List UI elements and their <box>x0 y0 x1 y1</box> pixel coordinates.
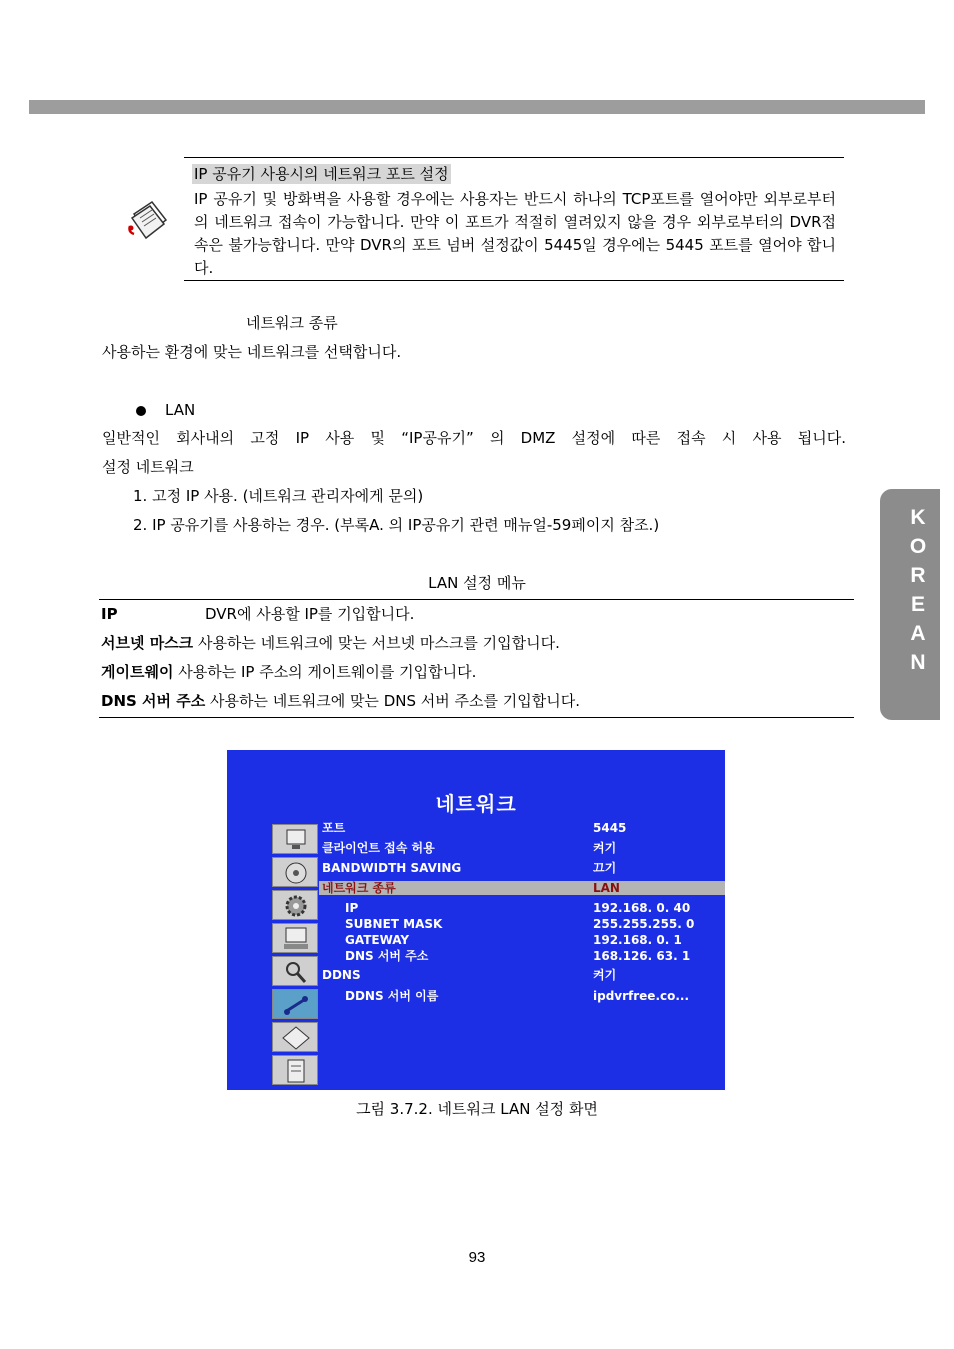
note-title: IP 공유기 사용시의 네트워크 포트 설정 <box>194 165 449 183</box>
setting-label[interactable]: 포트 <box>322 821 346 835</box>
setting-value[interactable]: 켜기 <box>593 968 617 982</box>
term-description: 사용하는 네트워크에 맞는 DNS 서버 주소를 기입합니다. <box>210 692 580 710</box>
setting-label[interactable]: DNS 서버 주소 <box>345 949 429 963</box>
memo-note-icon <box>126 196 170 240</box>
setting-label[interactable]: DDNS <box>322 968 361 982</box>
dvr-network-screen <box>227 750 725 1090</box>
setting-label[interactable]: SUBNET MASK <box>345 917 443 931</box>
network-type-description: 사용하는 환경에 맞는 네트워크를 선택합니다. <box>102 343 402 361</box>
lan-label: LAN <box>165 401 196 419</box>
term-description: DVR에 사용할 IP를 기입합니다. <box>205 605 415 623</box>
setting-value[interactable]: 255.255.255. 0 <box>593 917 695 931</box>
gear-icon[interactable] <box>272 890 318 920</box>
setting-value[interactable]: ipdvrfree.co... <box>593 989 690 1003</box>
table-row <box>101 633 560 653</box>
table-row <box>101 691 580 711</box>
list-item: 2. IP 공유기를 사용하는 경우. (부록A. 의 IP공유기 관련 매뉴얼-59페이지 참조.) <box>133 516 660 534</box>
lan-description: 일반적인 회사내의 고정 IP 사용 및 “IP공유기” 의 DMZ 설정에 따른 접속 시 사용 됩니다. <box>102 429 846 447</box>
table-row <box>101 662 476 682</box>
setting-label[interactable]: 클라이언트 접속 허용 <box>322 841 435 855</box>
term-description: 사용하는 IP 주소의 게이트웨이를 기입합니다. <box>178 663 477 681</box>
setting-value[interactable]: 5445 <box>593 821 627 835</box>
tab-letter: A <box>910 622 926 645</box>
document-icon[interactable] <box>272 1055 318 1085</box>
korean-side-tab <box>880 489 940 720</box>
term-ip: IP <box>101 605 118 623</box>
lan-menu-table <box>99 599 854 718</box>
disc-icon[interactable] <box>272 857 318 887</box>
tab-letter: E <box>910 593 925 616</box>
computer-icon[interactable] <box>272 923 318 953</box>
setting-network-label: 설정 네트워크 <box>102 458 194 476</box>
network-type-heading: 네트워크 종류 <box>246 314 338 332</box>
setting-label[interactable]: DDNS 서버 이름 <box>345 989 439 1003</box>
setting-label[interactable]: GATEWAY <box>345 933 410 947</box>
monitor-icon[interactable] <box>272 824 318 854</box>
term-subnet-mask: 서브넷 마스크 <box>101 634 194 652</box>
setting-label[interactable]: IP <box>345 901 359 915</box>
screen-title: 네트워크 <box>435 792 517 816</box>
lan-menu-title: LAN 설정 메뉴 <box>428 574 526 592</box>
term-dns: DNS 서버 주소 <box>101 692 206 710</box>
figure-caption: 그림 3.7.2. 네트워크 LAN 설정 화면 <box>356 1100 598 1118</box>
setting-value[interactable]: 192.168. 0. 40 <box>593 901 691 915</box>
diamond-icon[interactable] <box>272 1022 318 1052</box>
table-row <box>101 604 415 624</box>
setting-value[interactable]: 168.126. 63. 1 <box>593 949 691 963</box>
term-description: 사용하는 네트워크에 맞는 서브넷 마스크를 기입합니다. <box>197 634 560 652</box>
note-box <box>184 157 844 281</box>
tab-letter: O <box>909 535 927 558</box>
search-icon[interactable] <box>272 956 318 986</box>
tab-letter: K <box>910 506 926 529</box>
page-number: 93 <box>468 1249 486 1266</box>
list-item: 1. 고정 IP 사용. (네트워크 관리자에게 문의) <box>133 487 424 505</box>
network-icon[interactable] <box>272 989 318 1019</box>
setting-label[interactable]: BANDWIDTH SAVING <box>322 861 462 875</box>
bullet-icon <box>136 406 146 416</box>
setting-label-selected[interactable]: 네트워크 종류 <box>322 881 396 895</box>
setting-value[interactable]: 192.168. 0. 1 <box>593 933 682 947</box>
setting-value-selected[interactable]: LAN <box>593 881 620 895</box>
note-body: IP 공유기 및 방화벽을 사용할 경우에는 사용자는 반드시 하나의 TCP포트를 열어야만 외부로부터의 네트워크 접속이 가능합니다. 만약 이 포트가 적절히 열려있지 않을 경우 외부로부터의 DVR접속은 불가능합니다. 만약 DVR의 포트 넘버 설정값이 5445일 경우에는 5445 포트를 열어야 합니다. <box>194 190 836 277</box>
tab-letter: N <box>910 651 926 674</box>
setting-value[interactable]: 켜기 <box>593 841 617 855</box>
header-bar <box>29 100 925 114</box>
term-gateway: 게이트웨이 <box>101 663 174 681</box>
setting-value[interactable]: 끄기 <box>593 861 617 875</box>
tab-letter: R <box>910 564 926 587</box>
